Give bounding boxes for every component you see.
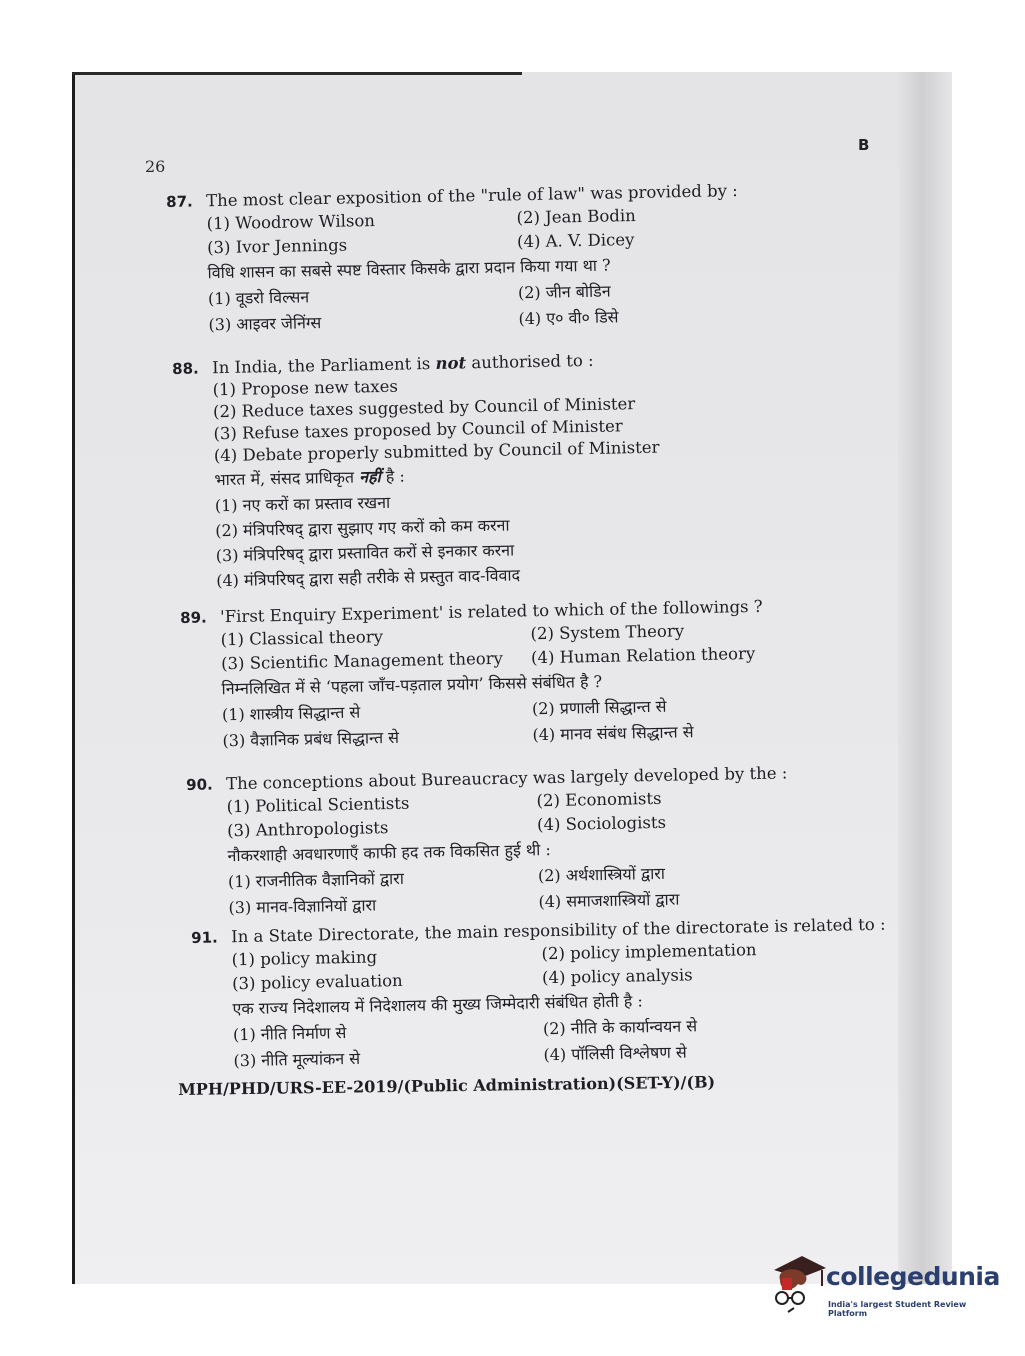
option-4-hi: (4) मानव संबंध सिद्धान्त से bbox=[532, 722, 694, 745]
question-91 bbox=[191, 914, 888, 1075]
option-2: (2) Jean Bodin bbox=[516, 205, 636, 228]
option-2-hi: (2) जीन बोडिन bbox=[517, 281, 611, 303]
option-1-hi: (1) शास्त्रीय सिद्धान्त से bbox=[221, 702, 361, 725]
option-3-hi: (3) मानव-विज्ञानियों द्वारा bbox=[228, 895, 377, 918]
option-1-hi: (1) वूडरो विल्सन bbox=[207, 287, 310, 309]
options-hi bbox=[228, 858, 790, 921]
emphasis-not: not bbox=[435, 353, 467, 373]
option-1-hi: (1) नए करों का प्रस्ताव रखना bbox=[214, 492, 391, 516]
student-mascot-icon bbox=[768, 1248, 828, 1316]
page-number: 26 bbox=[145, 157, 166, 176]
option-2-hi: (2) नीति के कार्यान्वयन से bbox=[542, 1016, 698, 1039]
option-3: (3) Refuse taxes proposed by Council of Minister bbox=[213, 416, 623, 444]
options-en bbox=[212, 371, 659, 468]
question-text-hi: विधि शासन का सबसे स्पष्ट विस्तार किसके द्वारा प्रदान किया गया था ? bbox=[207, 255, 611, 283]
set-letter: B bbox=[858, 136, 870, 154]
question-87 bbox=[166, 180, 740, 339]
question-number: 90. bbox=[186, 775, 213, 794]
options-hi bbox=[222, 692, 765, 754]
option-4: (4) Human Relation theory bbox=[530, 643, 756, 668]
question-number: 91. bbox=[191, 928, 218, 947]
brand-name: collegedunia bbox=[826, 1262, 1000, 1291]
option-4-hi: (4) मंत्रिपरिषद् द्वारा सही तरीके से प्रस्तुत वाद-विवाद bbox=[216, 565, 521, 591]
option-1: (1) Propose new taxes bbox=[212, 376, 399, 400]
question-text-hi: निम्नलिखित में से ‘पहला जाँच-पड़ताल प्रयोग’ किससे संबंधित है ? bbox=[221, 671, 603, 699]
option-1-hi: (1) नीति निर्माण से bbox=[232, 1023, 347, 1045]
question-number: 87. bbox=[166, 192, 193, 211]
option-2: (2) Economists bbox=[536, 788, 662, 811]
question-text-en: 'First Enquiry Experiment' is related to which of the followings ? bbox=[220, 596, 763, 627]
question-text-hi-prefix: भारत में, संसद प्राधिकृत bbox=[214, 467, 360, 490]
question-text-hi: नौकरशाही अवधारणाएँ काफी हद तक विकसित हुई थी : bbox=[227, 840, 551, 866]
option-2: (2) policy implementation bbox=[541, 940, 757, 964]
options-hi bbox=[233, 1010, 888, 1075]
brand-watermark[interactable] bbox=[768, 1248, 998, 1318]
paper-code-footer: MPH/PHD/URS-EE-2019/(Public Administration)(SET-Y)/(B) bbox=[178, 1072, 716, 1099]
option-1: (1) Classical theory bbox=[220, 627, 384, 650]
option-1: (1) Political Scientists bbox=[226, 793, 410, 817]
option-4-hi: (4) ए० वी० डिसे bbox=[518, 307, 619, 329]
option-1: (1) Woodrow Wilson bbox=[206, 210, 376, 234]
option-4: (4) Debate properly submitted by Council of Minister bbox=[213, 437, 660, 466]
question-number: 89. bbox=[180, 608, 207, 627]
option-3-hi: (3) मंत्रिपरिषद् द्वारा प्रस्तावित करों से इनकार करना bbox=[215, 540, 515, 566]
option-1-hi: (1) राजनीतिक वैज्ञानिकों द्वारा bbox=[227, 868, 405, 892]
question-88 bbox=[172, 349, 662, 594]
option-2: (2) System Theory bbox=[530, 621, 685, 644]
options-hi bbox=[208, 276, 741, 338]
option-3-hi: (3) आइवर जेनिंग्स bbox=[208, 313, 322, 335]
question-number: 88. bbox=[172, 359, 199, 378]
option-3-hi: (3) नीति मूल्यांकन से bbox=[233, 1048, 361, 1071]
option-3: (3) Scientific Management theory bbox=[220, 648, 504, 674]
options-hi bbox=[215, 485, 662, 594]
question-text-hi-suffix: है : bbox=[380, 466, 405, 487]
option-3-hi: (3) वैज्ञानिक प्रबंध सिद्धान्त से bbox=[222, 727, 400, 751]
brand-tagline: India's largest Student Review Platform bbox=[828, 1300, 967, 1318]
option-4: (4) Sociologists bbox=[536, 812, 667, 835]
question-90 bbox=[186, 762, 790, 922]
option-4: (4) A. V. Dicey bbox=[516, 230, 635, 252]
question-text-en: The conceptions about Bureaucracy was largely developed by the : bbox=[226, 763, 788, 794]
option-4: (4) policy analysis bbox=[541, 965, 693, 988]
option-2-hi: (2) अर्थशास्त्रियों द्वारा bbox=[537, 863, 666, 886]
emphasis-nahi: नहीं bbox=[358, 467, 381, 487]
question-89 bbox=[180, 596, 765, 755]
option-3: (3) Anthropologists bbox=[226, 818, 389, 841]
option-2: (2) Reduce taxes suggested by Council of Minister bbox=[212, 394, 636, 422]
option-2-hi: (2) मंत्रिपरिषद् द्वारा सुझाए गए करों को कम करना bbox=[215, 515, 510, 541]
option-2-hi: (2) प्रणाली सिद्धान्त से bbox=[531, 696, 667, 719]
question-text-en-suffix: authorised to : bbox=[465, 350, 594, 373]
question-text-hi: एक राज्य निदेशालय में निदेशालय की मुख्य जिम्मेदारी संबंधित होती है : bbox=[232, 991, 643, 1019]
option-3: (3) Ivor Jennings bbox=[206, 235, 348, 258]
option-3: (3) policy evaluation bbox=[231, 970, 403, 994]
question-text-en-prefix: In India, the Parliament is bbox=[212, 353, 436, 378]
question-text-en: The most clear exposition of the "rule of law" was provided by : bbox=[206, 181, 738, 211]
option-1: (1) policy making bbox=[231, 947, 378, 970]
question-text-en: In a State Directorate, the main responsibility of the directorate is related to : bbox=[231, 914, 886, 947]
option-4-hi: (4) समाजशास्त्रियों द्वारा bbox=[538, 889, 680, 912]
option-4-hi: (4) पॉलिसी विश्लेषण से bbox=[543, 1042, 687, 1065]
